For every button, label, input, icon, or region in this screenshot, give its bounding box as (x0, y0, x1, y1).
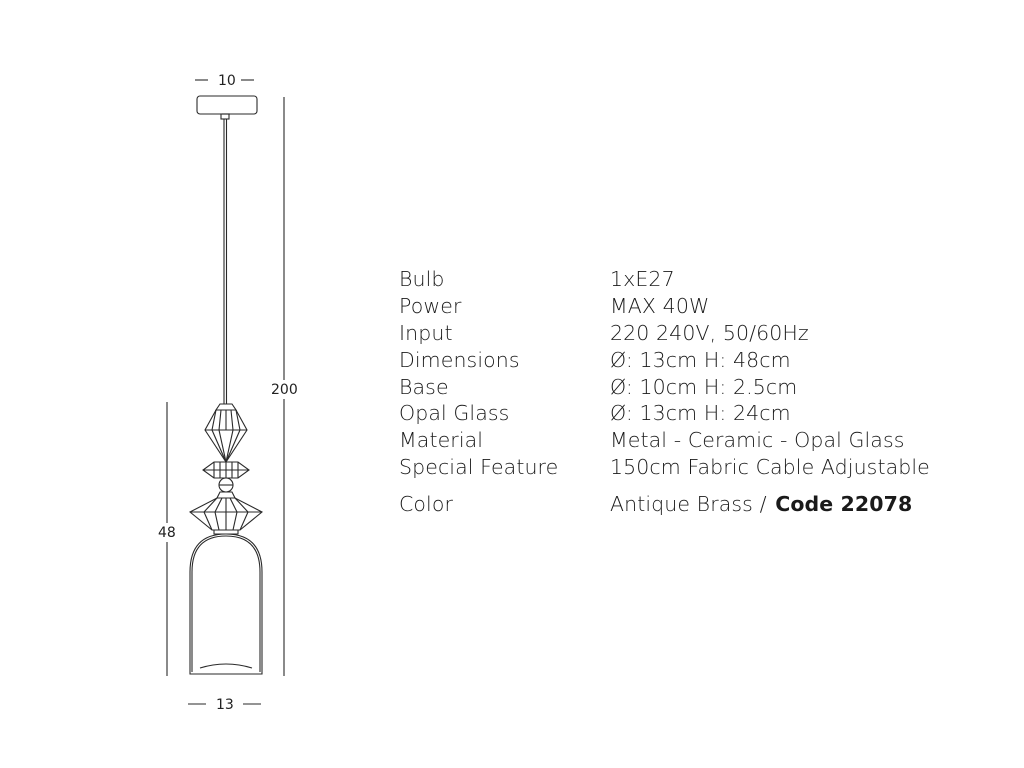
spec-value: Ø: 13cm H: 48cm (610, 347, 791, 372)
spec-value: Ø: 13cm H: 24cm (610, 401, 791, 426)
spec-label: Dimensions (399, 347, 520, 372)
spec-row-material (399, 427, 930, 454)
lamp-height-label: 48 (158, 525, 176, 541)
upper-crystal (205, 404, 247, 462)
spec-row-power (399, 293, 930, 320)
spec-label: Base (399, 374, 449, 399)
spec-row-color (399, 490, 930, 517)
spec-label: Opal Glass (399, 401, 510, 426)
cable-clamp (221, 114, 229, 119)
spec-row-dimensions (399, 346, 930, 373)
lower-crystal (190, 492, 262, 530)
spec-row-bulb (399, 266, 930, 293)
spec-label: Material (399, 428, 484, 453)
spec-value: MAX 40W (610, 294, 710, 319)
canopy-width-label: 10 (218, 73, 236, 89)
color-value: Antique Brass / (610, 491, 774, 516)
opal-glass-shade (190, 530, 262, 674)
spec-table (399, 266, 930, 517)
spec-row-opal-glass (399, 400, 930, 427)
spec-row-input (399, 320, 930, 347)
spec-row-special-feature (399, 454, 930, 481)
spec-value: 220 240V, 50/60Hz (610, 320, 809, 345)
spec-value: Metal - Ceramic - Opal Glass (610, 428, 905, 453)
spec-label: Color (399, 491, 454, 516)
spec-label: Power (399, 294, 462, 319)
spec-value: Ø: 10cm H: 2.5cm (610, 374, 798, 399)
canopy (197, 96, 257, 114)
spec-value: 1xE27 (610, 267, 675, 292)
spec-value (610, 492, 912, 516)
spec-label: Input (399, 320, 453, 345)
spec-value: 150cm Fabric Cable Adjustable (610, 454, 930, 479)
spec-row-base (399, 373, 930, 400)
product-code: Code 22078 (775, 491, 913, 516)
spec-label: Bulb (399, 267, 445, 292)
shade-width-label: 13 (216, 697, 234, 713)
spec-label: Special Feature (399, 454, 559, 479)
middle-crystal (203, 462, 249, 478)
total-height-label: 200 (271, 382, 298, 398)
